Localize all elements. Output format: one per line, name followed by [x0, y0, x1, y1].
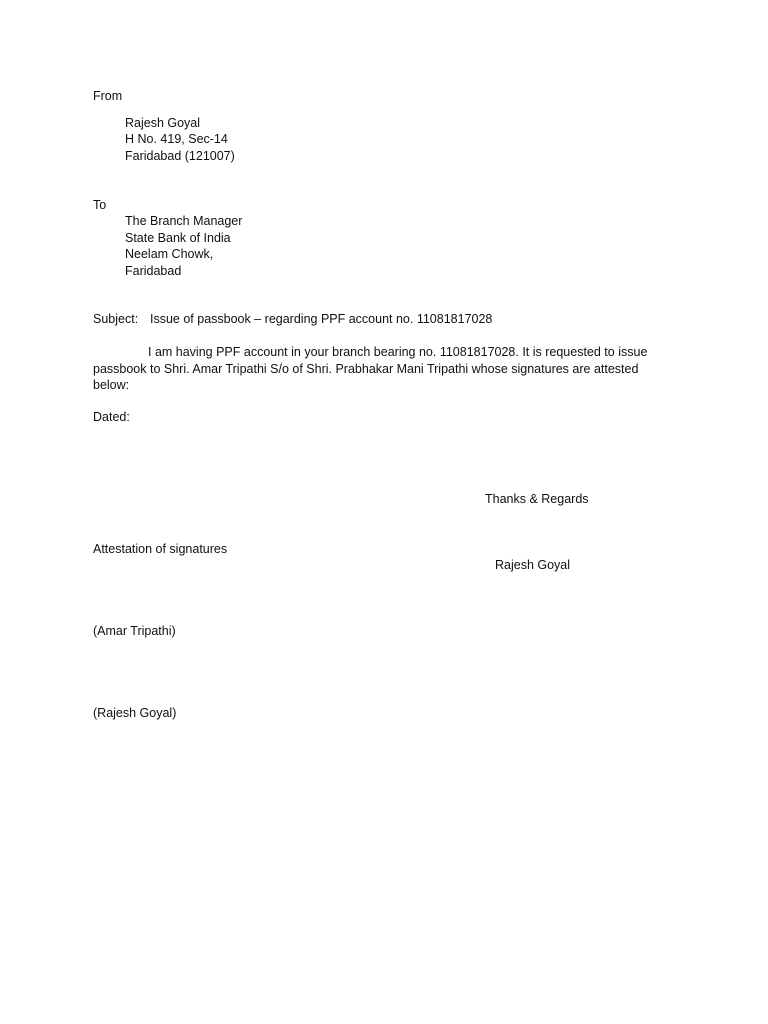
recipient-line-2: State Bank of India [125, 231, 231, 245]
letter-body: I am having PPF account in your branch bearing no. 11081817028. It is requested to issue passbook to Shri. Amar Tripathi S/o of Shri. Prabhakar Mani Tripathi whose signatures are attested below: [93, 345, 648, 392]
recipient-line-4: Faridabad [125, 264, 182, 278]
recipient-line-3: Neelam Chowk, [125, 247, 214, 261]
from-label: From [93, 89, 123, 103]
subject-line [93, 311, 492, 327]
attestation-label: Attestation of signatures [93, 542, 228, 556]
subject-text: Issue of passbook – regarding PPF account no. 11081817028 [150, 312, 493, 326]
to-label: To [93, 198, 107, 212]
dated-label: Dated: [93, 410, 130, 424]
subject-label: Subject: [93, 312, 139, 326]
closing-text: Thanks & Regards [485, 492, 589, 506]
recipient-line-1: The Branch Manager [125, 214, 243, 228]
sender-address-line-1: H No. 419, Sec-14 [125, 132, 228, 146]
attested-name-2: (Rajesh Goyal) [93, 706, 177, 720]
signatory-name: Rajesh Goyal [495, 558, 571, 572]
sender-name: Rajesh Goyal [125, 116, 201, 130]
sender-address-line-2: Faridabad (121007) [125, 149, 235, 163]
attested-name-1: (Amar Tripathi) [93, 624, 176, 638]
